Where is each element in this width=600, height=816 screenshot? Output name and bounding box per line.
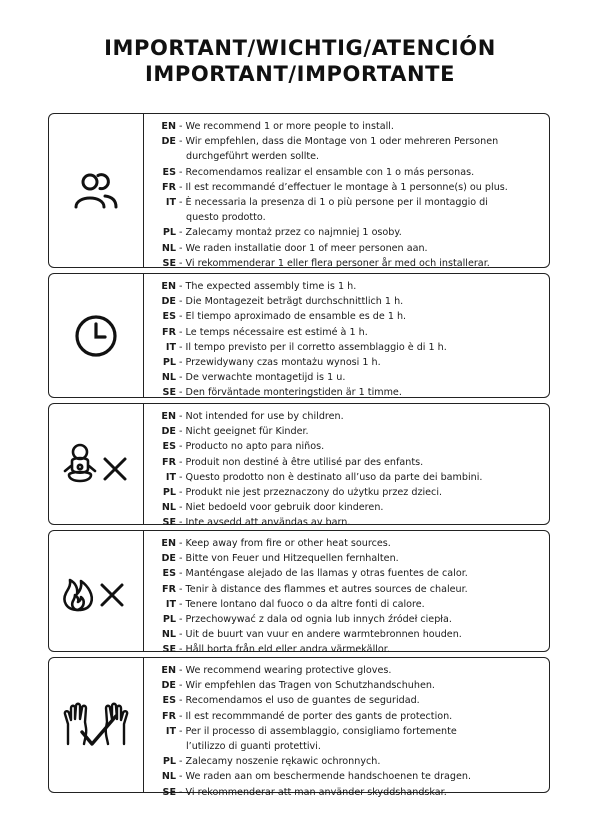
instruction-text: - Produkt nie jest przeznaczony do użytku przez dzieci. <box>176 487 443 499</box>
lang-code: FR <box>162 710 176 722</box>
fire-warning-section <box>48 530 550 656</box>
lang-code: DE <box>161 296 176 308</box>
lang-code: NL <box>161 372 176 384</box>
install-people-section <box>48 113 550 268</box>
instruction-text: - Wir empfehlen das Tragen von Schutzhandschuhen. <box>176 680 435 692</box>
instruction-text: - Przewidywany czas montażu wynosi 1 h. <box>176 357 381 369</box>
instruction-lines <box>154 119 543 271</box>
instruction-text: l’utilizzo di guanti protettivi. <box>186 741 321 753</box>
instruction-text: - Il est recommandé d’effectuer le montage à 1 personne(s) ou plus. <box>176 181 508 193</box>
page-title-line-1: IMPORTANT/WICHTIG/ATENCIÓN <box>104 36 496 60</box>
instruction-text: - Den förväntade monteringstiden är 1 timme. <box>176 387 402 399</box>
lang-code: EN <box>161 665 176 676</box>
instruction-text: - Vi rekommenderar 1 eller flera personer år med och installerar. <box>176 257 490 269</box>
lang-code: ES <box>162 166 176 178</box>
instruction-text: - Inte avsedd att användas av barn. <box>176 517 351 529</box>
lang-code: PL <box>162 227 176 239</box>
instruction-text: - Tenere lontano dal fuoco o da altre fonti di calore. <box>176 598 425 610</box>
lang-code: ES <box>162 311 176 323</box>
instruction-text: - Nicht geeignet für Kinder. <box>176 426 309 438</box>
lang-code: ES <box>162 568 176 580</box>
instruction-text: - We raden installatie door 1 of meer personen aan. <box>176 242 428 254</box>
instruction-text: - Zalecamy montaż przez co najmniej 1 osoby. <box>176 227 402 239</box>
no-fire-icon <box>60 569 132 613</box>
instruction-text: - Questo prodotto non è destinato all’uso da parte dei bambini. <box>176 471 483 483</box>
children-warning-section <box>48 403 550 529</box>
instruction-text: - Il tempo previsto per il corretto assemblaggio è di 1 h. <box>176 341 447 353</box>
instruction-text: - Wir empfehlen, dass die Montage von 1 oder mehreren Personen <box>176 136 499 148</box>
lang-code: NL <box>161 771 176 783</box>
instruction-text: durchgeführt werden sollte. <box>186 151 320 163</box>
instruction-text: - Keep away from fire or other heat sources. <box>176 538 391 549</box>
lang-code: PL <box>162 487 176 499</box>
assembly-time-section <box>48 273 550 398</box>
instruction-text: - Not intended for use by children. <box>176 411 344 422</box>
instruction-text: - Håll borta från eld eller andra värmekällor. <box>176 644 390 656</box>
instruction-text: - The expected assembly time is 1 h. <box>176 281 357 292</box>
instruction-lines <box>154 663 543 800</box>
lang-code: DE <box>161 553 176 565</box>
instruction-lines <box>154 279 543 401</box>
no-children-icon <box>61 443 131 485</box>
page-title-line-2: IMPORTANT/IMPORTANTE <box>144 62 456 86</box>
instruction-text: - Recomendamos realizar el ensamble con 1 o más personas. <box>176 166 475 178</box>
instruction-text: - De verwachte montagetijd is 1 u. <box>176 372 346 384</box>
lang-code: DE <box>161 136 176 148</box>
instruction-text: - Zalecamy noszenie rękawic ochronnych. <box>176 756 381 768</box>
lang-code: SE <box>162 786 176 798</box>
instruction-text: questo prodotto. <box>186 212 266 224</box>
lang-code: DE <box>161 680 176 692</box>
lang-code: SE <box>162 387 176 399</box>
instruction-text: - Produit non destiné à être utilisé par des enfants. <box>176 456 424 468</box>
instruction-text: - We recommend wearing protective gloves. <box>176 665 392 676</box>
instruction-text: - Bitte von Feuer und Hitzequellen fernhalten. <box>176 553 399 565</box>
lang-code: NL <box>161 629 176 641</box>
instruction-text: - Przechowywać z dala od ognia lub innych źródeł ciepła. <box>176 614 452 626</box>
lang-code: NL <box>161 242 176 254</box>
instruction-text: - We raden aan om beschermende handschoenen te dragen. <box>176 771 472 783</box>
lang-code: ES <box>162 441 176 453</box>
instruction-text: - Vi rekommenderar att man använder skyddshandskar. <box>176 786 447 798</box>
lang-code: IT <box>165 341 176 353</box>
instruction-text: - È necessaria la presenza di 1 o più persone per il montaggio di <box>176 197 488 209</box>
instruction-text: - Producto no apto para niños. <box>176 441 325 453</box>
instruction-text: - Niet bedoeld voor gebruik door kinderen. <box>176 502 384 514</box>
lang-code: ES <box>162 695 176 707</box>
instruction-text: - El tiempo aproximado de ensamble es de 1 h. <box>176 311 407 323</box>
lang-code: NL <box>161 502 176 514</box>
instruction-text: - We recommend 1 or more people to install. <box>176 121 394 132</box>
two-people-icon <box>73 171 119 211</box>
lang-code: SE <box>162 517 176 529</box>
instruction-text: - Per il processo di assemblaggio, consigliamo fortemente <box>176 725 457 737</box>
instruction-lines <box>154 536 543 658</box>
instruction-text: - Le temps nécessaire est estimé à 1 h. <box>176 326 368 338</box>
gloves-icon <box>60 702 132 748</box>
lang-code: FR <box>162 456 176 468</box>
instruction-text: - Uit de buurt van vuur en andere warmtebronnen houden. <box>176 629 462 641</box>
lang-code: EN <box>161 411 176 422</box>
instruction-text: - Recomendamos el uso de guantes de seguridad. <box>176 695 420 707</box>
lang-code: IT <box>165 197 176 209</box>
instruction-text: - Il est recommmandé de porter des gants de protection. <box>176 710 453 722</box>
lang-code: FR <box>162 181 176 193</box>
lang-code: PL <box>162 614 176 626</box>
lang-code: EN <box>161 121 176 132</box>
lang-code: PL <box>162 357 176 369</box>
instruction-text: - Manténgase alejado de las llamas y otras fuentes de calor. <box>176 568 468 580</box>
lang-code: PL <box>162 756 176 768</box>
lang-code: EN <box>161 538 176 549</box>
clock-icon <box>74 314 118 358</box>
lang-code: FR <box>162 326 176 338</box>
lang-code: SE <box>162 644 176 656</box>
lang-code: SE <box>162 257 176 269</box>
instruction-text: - Die Montagezeit beträgt durchschnittlich 1 h. <box>176 296 404 308</box>
lang-code: FR <box>162 583 176 595</box>
lang-code: IT <box>165 471 176 483</box>
lang-code: IT <box>165 598 176 610</box>
lang-code: DE <box>161 426 176 438</box>
lang-code: IT <box>165 725 176 737</box>
gloves-section <box>48 657 550 798</box>
lang-code: EN <box>161 281 176 292</box>
instruction-text: - Tenir à distance des flammes et autres sources de chaleur. <box>176 583 468 595</box>
instruction-lines <box>154 409 543 531</box>
